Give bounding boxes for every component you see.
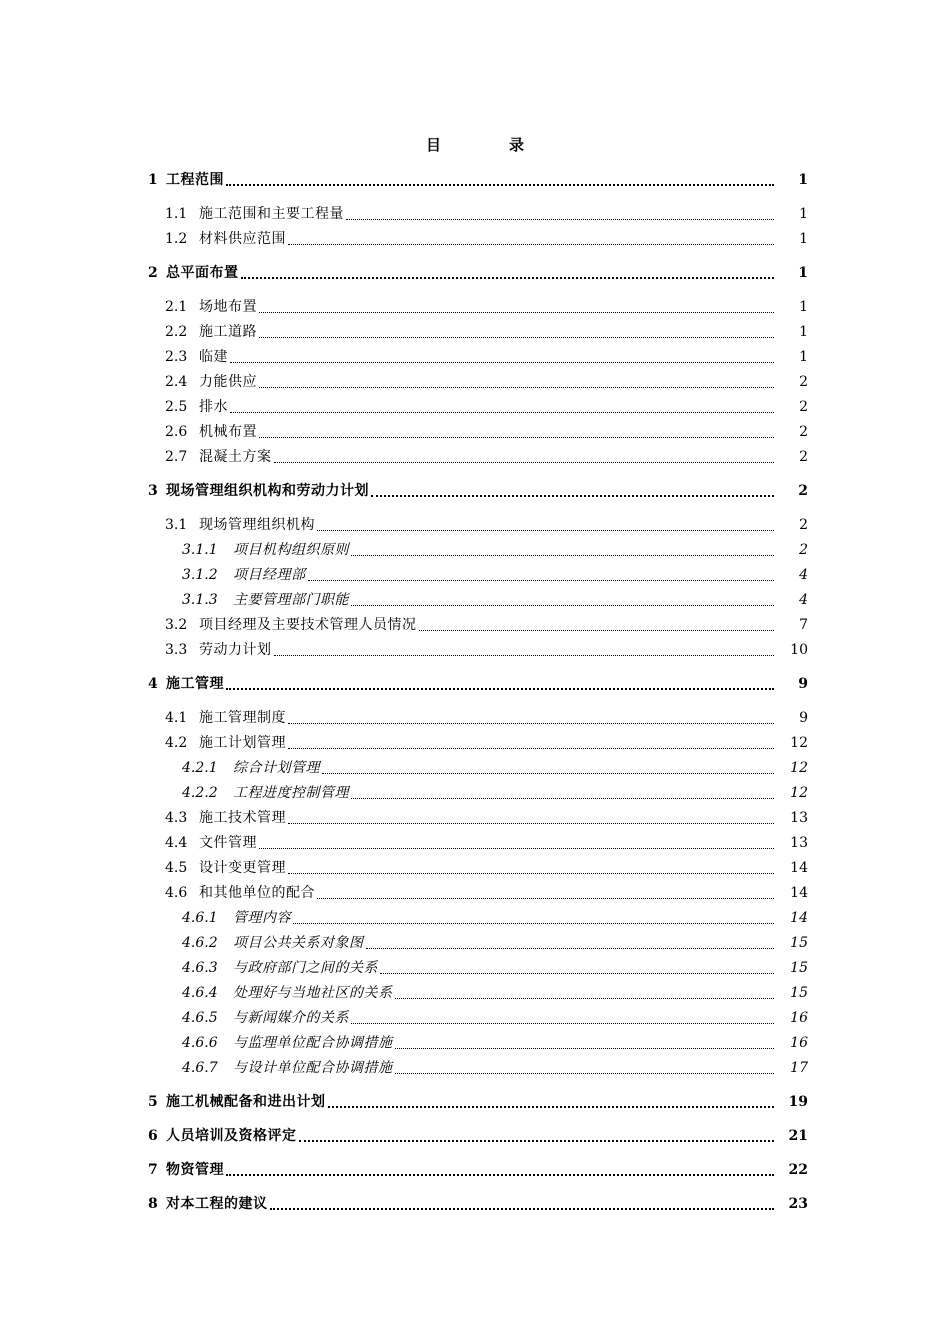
toc-entry-level2[interactable] bbox=[148, 227, 808, 252]
toc-dot-leader bbox=[380, 973, 774, 974]
toc-entry-number: 7 bbox=[148, 1162, 158, 1178]
toc-entry-level3[interactable] bbox=[148, 781, 808, 806]
toc-entry-page: 14 bbox=[790, 885, 808, 901]
toc-entry-label: 材料供应范围 bbox=[199, 231, 286, 247]
toc-title-left: 目 bbox=[425, 136, 441, 154]
toc-dot-leader bbox=[308, 580, 775, 581]
toc-entry-level2[interactable] bbox=[148, 345, 808, 370]
toc-entry-label: 施工机械配备和进出计划 bbox=[166, 1094, 326, 1110]
toc-entry-label: 综合计划管理 bbox=[233, 760, 320, 776]
toc-entry-page: 1 bbox=[799, 299, 808, 315]
toc-dot-leader bbox=[322, 773, 774, 774]
toc-dot-leader bbox=[274, 462, 775, 463]
toc-dot-leader bbox=[259, 437, 774, 438]
toc-entry-label: 人员培训及资格评定 bbox=[166, 1128, 297, 1144]
toc-entry-number: 2.3 bbox=[165, 349, 188, 365]
toc-dot-leader bbox=[419, 630, 775, 631]
toc-entry-page: 1 bbox=[799, 231, 808, 247]
toc-entry-number: 2.5 bbox=[165, 399, 188, 415]
toc-entry-label: 工程进度控制管理 bbox=[233, 785, 349, 801]
toc-entry-label: 现场管理组织机构和劳动力计划 bbox=[166, 483, 369, 499]
toc-dot-leader bbox=[226, 184, 774, 186]
toc-entry-level1[interactable] bbox=[148, 1124, 808, 1149]
toc-dot-leader bbox=[288, 723, 774, 724]
toc-entry-page: 9 bbox=[799, 710, 808, 726]
toc-entry-level3[interactable] bbox=[148, 1056, 808, 1081]
toc-entry-number: 8 bbox=[148, 1196, 158, 1212]
toc-entry-number: 2.1 bbox=[165, 299, 188, 315]
toc-entry-label: 施工范围和主要工程量 bbox=[199, 206, 344, 222]
toc-entry-level2[interactable] bbox=[148, 320, 808, 345]
toc-entry-number: 4.6.4 bbox=[182, 985, 218, 1001]
toc-dot-leader bbox=[351, 555, 774, 556]
toc-entry-label: 与设计单位配合协调措施 bbox=[233, 1060, 393, 1076]
toc-entry-page: 1 bbox=[798, 265, 808, 281]
toc-entry-label: 与新闻媒介的关系 bbox=[233, 1010, 349, 1026]
toc-entry-number: 4.6.2 bbox=[182, 935, 218, 951]
toc-entry-level2[interactable] bbox=[148, 856, 808, 881]
toc-entry-page: 16 bbox=[790, 1035, 808, 1051]
toc-dot-leader bbox=[241, 277, 775, 279]
toc-entry-level3[interactable] bbox=[148, 981, 808, 1006]
toc-entry-page: 2 bbox=[799, 374, 808, 390]
toc-dot-leader bbox=[395, 1073, 775, 1074]
toc-dot-leader bbox=[299, 1140, 775, 1142]
toc-entry-page: 15 bbox=[790, 960, 808, 976]
toc-entry-number: 4.2.2 bbox=[182, 785, 218, 801]
toc-entry-level1[interactable] bbox=[148, 168, 808, 193]
toc-entry-number: 2.6 bbox=[165, 424, 188, 440]
toc-entry-number: 4.2.1 bbox=[182, 760, 218, 776]
toc-dot-leader bbox=[288, 873, 774, 874]
toc-entry-level1[interactable] bbox=[148, 479, 808, 504]
toc-entry-level1[interactable] bbox=[148, 1158, 808, 1183]
toc-dot-leader bbox=[351, 1023, 774, 1024]
toc-title bbox=[0, 134, 950, 155]
toc-entry-level3[interactable] bbox=[148, 956, 808, 981]
toc-entry-number: 4.6.5 bbox=[182, 1010, 218, 1026]
toc-entry-label: 总平面布置 bbox=[166, 265, 239, 281]
toc-entry-page: 4 bbox=[799, 567, 808, 583]
toc-entry-page: 12 bbox=[790, 760, 808, 776]
toc-dot-leader bbox=[317, 530, 774, 531]
toc-entry-label: 施工计划管理 bbox=[199, 735, 286, 751]
toc-entry-level3[interactable] bbox=[148, 588, 808, 613]
toc-entry-label: 设计变更管理 bbox=[199, 860, 286, 876]
toc-entry-page: 7 bbox=[799, 617, 808, 633]
toc-entry-page: 13 bbox=[790, 810, 808, 826]
toc-dot-leader bbox=[274, 655, 775, 656]
toc-entry-page: 19 bbox=[788, 1094, 808, 1110]
toc-dot-leader bbox=[346, 219, 774, 220]
toc-dot-leader bbox=[371, 495, 774, 497]
toc-entry-label: 项目经理部 bbox=[233, 567, 306, 583]
table-of-contents bbox=[148, 168, 808, 1226]
toc-entry-level3[interactable] bbox=[148, 931, 808, 956]
toc-entry-number: 2 bbox=[148, 265, 158, 281]
toc-entry-number: 1.2 bbox=[165, 231, 188, 247]
toc-entry-label: 施工管理 bbox=[166, 676, 224, 692]
toc-entry-label: 施工技术管理 bbox=[199, 810, 286, 826]
toc-entry-label: 项目公共关系对象图 bbox=[233, 935, 364, 951]
toc-entry-number: 4.6.1 bbox=[182, 910, 218, 926]
toc-entry-page: 23 bbox=[788, 1196, 808, 1212]
toc-dot-leader bbox=[259, 312, 774, 313]
toc-entry-page: 12 bbox=[790, 735, 808, 751]
toc-entry-label: 施工道路 bbox=[199, 324, 257, 340]
toc-entry-page: 2 bbox=[799, 424, 808, 440]
toc-entry-page: 22 bbox=[788, 1162, 808, 1178]
toc-entry-label: 对本工程的建议 bbox=[166, 1196, 268, 1212]
toc-dot-leader bbox=[351, 798, 774, 799]
toc-entry-page: 10 bbox=[790, 642, 808, 658]
toc-entry-level2[interactable] bbox=[148, 806, 808, 831]
toc-entry-page: 12 bbox=[790, 785, 808, 801]
toc-entry-number: 3.1.3 bbox=[182, 592, 218, 608]
toc-entry-number: 4.6 bbox=[165, 885, 188, 901]
toc-entry-level2[interactable] bbox=[148, 420, 808, 445]
toc-entry-number: 3.1.2 bbox=[182, 567, 218, 583]
toc-entry-number: 4 bbox=[148, 676, 158, 692]
toc-entry-label: 物资管理 bbox=[166, 1162, 224, 1178]
toc-entry-label: 混凝土方案 bbox=[199, 449, 272, 465]
toc-entry-number: 4.5 bbox=[165, 860, 188, 876]
toc-entry-level2[interactable] bbox=[148, 613, 808, 638]
toc-entry-page: 21 bbox=[788, 1128, 808, 1144]
toc-entry-number: 1.1 bbox=[165, 206, 188, 222]
toc-entry-number: 3.1 bbox=[165, 517, 188, 533]
toc-entry-page: 2 bbox=[799, 517, 808, 533]
toc-entry-label: 工程范围 bbox=[166, 172, 224, 188]
toc-entry-level3[interactable] bbox=[148, 756, 808, 781]
toc-entry-label: 排水 bbox=[199, 399, 228, 415]
toc-entry-label: 项目经理及主要技术管理人员情况 bbox=[199, 617, 417, 633]
toc-entry-page: 14 bbox=[790, 860, 808, 876]
toc-entry-level1[interactable] bbox=[148, 672, 808, 697]
toc-entry-page: 9 bbox=[798, 676, 808, 692]
toc-entry-label: 管理内容 bbox=[233, 910, 291, 926]
toc-entry-page: 1 bbox=[799, 206, 808, 222]
toc-dot-leader bbox=[270, 1208, 775, 1210]
toc-entry-level3[interactable] bbox=[148, 1031, 808, 1056]
toc-entry-label: 场地布置 bbox=[199, 299, 257, 315]
toc-entry-page: 13 bbox=[790, 835, 808, 851]
toc-entry-page: 2 bbox=[798, 483, 808, 499]
toc-dot-leader bbox=[230, 362, 774, 363]
toc-entry-number: 3.1.1 bbox=[182, 542, 218, 558]
toc-entry-label: 临建 bbox=[199, 349, 228, 365]
toc-entry-number: 1 bbox=[148, 172, 158, 188]
toc-entry-page: 14 bbox=[790, 910, 808, 926]
toc-dot-leader bbox=[317, 898, 774, 899]
toc-entry-level3[interactable] bbox=[148, 538, 808, 563]
toc-entry-page: 1 bbox=[799, 324, 808, 340]
toc-entry-page: 16 bbox=[790, 1010, 808, 1026]
toc-dot-leader bbox=[351, 605, 774, 606]
toc-entry-number: 4.6.7 bbox=[182, 1060, 218, 1076]
toc-entry-page: 2 bbox=[799, 399, 808, 415]
toc-dot-leader bbox=[226, 1174, 774, 1176]
toc-entry-number: 6 bbox=[148, 1128, 158, 1144]
toc-entry-level3[interactable] bbox=[148, 1006, 808, 1031]
toc-entry-number: 4.6.3 bbox=[182, 960, 218, 976]
toc-entry-label: 和其他单位的配合 bbox=[199, 885, 315, 901]
toc-dot-leader bbox=[288, 823, 774, 824]
toc-entry-page: 17 bbox=[790, 1060, 808, 1076]
toc-entry-number: 5 bbox=[148, 1094, 158, 1110]
toc-entry-page: 2 bbox=[799, 542, 808, 558]
toc-entry-label: 施工管理制度 bbox=[199, 710, 286, 726]
toc-entry-level2[interactable] bbox=[148, 513, 808, 538]
toc-entry-level2[interactable] bbox=[148, 638, 808, 663]
toc-entry-label: 项目机构组织原则 bbox=[233, 542, 349, 558]
toc-entry-label: 与监理单位配合协调措施 bbox=[233, 1035, 393, 1051]
toc-dot-leader bbox=[288, 244, 774, 245]
toc-dot-leader bbox=[366, 948, 775, 949]
toc-entry-level2[interactable] bbox=[148, 202, 808, 227]
toc-entry-label: 文件管理 bbox=[199, 835, 257, 851]
toc-dot-leader bbox=[395, 1048, 775, 1049]
toc-entry-level2[interactable] bbox=[148, 881, 808, 906]
toc-entry-level2[interactable] bbox=[148, 831, 808, 856]
toc-entry-level2[interactable] bbox=[148, 395, 808, 420]
toc-entry-label: 与政府部门之间的关系 bbox=[233, 960, 378, 976]
toc-entry-number: 3 bbox=[148, 483, 158, 499]
toc-dot-leader bbox=[395, 998, 775, 999]
toc-entry-label: 机械布置 bbox=[199, 424, 257, 440]
toc-dot-leader bbox=[230, 412, 774, 413]
toc-entry-number: 2.2 bbox=[165, 324, 188, 340]
toc-entry-level1[interactable] bbox=[148, 1090, 808, 1115]
toc-entry-number: 3.3 bbox=[165, 642, 188, 658]
toc-dot-leader bbox=[259, 337, 774, 338]
toc-entry-number: 2.4 bbox=[165, 374, 188, 390]
toc-dot-leader bbox=[259, 387, 774, 388]
toc-entry-page: 1 bbox=[798, 172, 808, 188]
toc-entry-page: 4 bbox=[799, 592, 808, 608]
toc-entry-page: 15 bbox=[790, 985, 808, 1001]
toc-entry-label: 处理好与当地社区的关系 bbox=[233, 985, 393, 1001]
toc-entry-level3[interactable] bbox=[148, 906, 808, 931]
toc-entry-level2[interactable] bbox=[148, 445, 808, 470]
toc-entry-level2[interactable] bbox=[148, 370, 808, 395]
toc-entry-level2[interactable] bbox=[148, 731, 808, 756]
toc-dot-leader bbox=[288, 748, 774, 749]
toc-entry-label: 劳动力计划 bbox=[199, 642, 272, 658]
toc-entry-number: 4.4 bbox=[165, 835, 188, 851]
toc-entry-level3[interactable] bbox=[148, 563, 808, 588]
toc-entry-page: 1 bbox=[799, 349, 808, 365]
toc-entry-level2[interactable] bbox=[148, 295, 808, 320]
toc-dot-leader bbox=[259, 848, 774, 849]
toc-entry-number: 4.2 bbox=[165, 735, 188, 751]
toc-entry-label: 力能供应 bbox=[199, 374, 257, 390]
toc-dot-leader bbox=[328, 1106, 775, 1108]
toc-entry-number: 4.3 bbox=[165, 810, 188, 826]
toc-entry-level1[interactable] bbox=[148, 261, 808, 286]
toc-entry-number: 3.2 bbox=[165, 617, 188, 633]
toc-entry-number: 4.6.6 bbox=[182, 1035, 218, 1051]
toc-entry-label: 主要管理部门职能 bbox=[233, 592, 349, 608]
toc-entry-number: 4.1 bbox=[165, 710, 188, 726]
toc-title-right: 录 bbox=[509, 136, 525, 154]
toc-entry-label: 现场管理组织机构 bbox=[199, 517, 315, 533]
toc-entry-page: 15 bbox=[790, 935, 808, 951]
toc-entry-page: 2 bbox=[799, 449, 808, 465]
toc-dot-leader bbox=[226, 688, 774, 690]
toc-entry-level1[interactable] bbox=[148, 1192, 808, 1217]
toc-dot-leader bbox=[293, 923, 774, 924]
toc-entry-level2[interactable] bbox=[148, 706, 808, 731]
toc-entry-number: 2.7 bbox=[165, 449, 188, 465]
